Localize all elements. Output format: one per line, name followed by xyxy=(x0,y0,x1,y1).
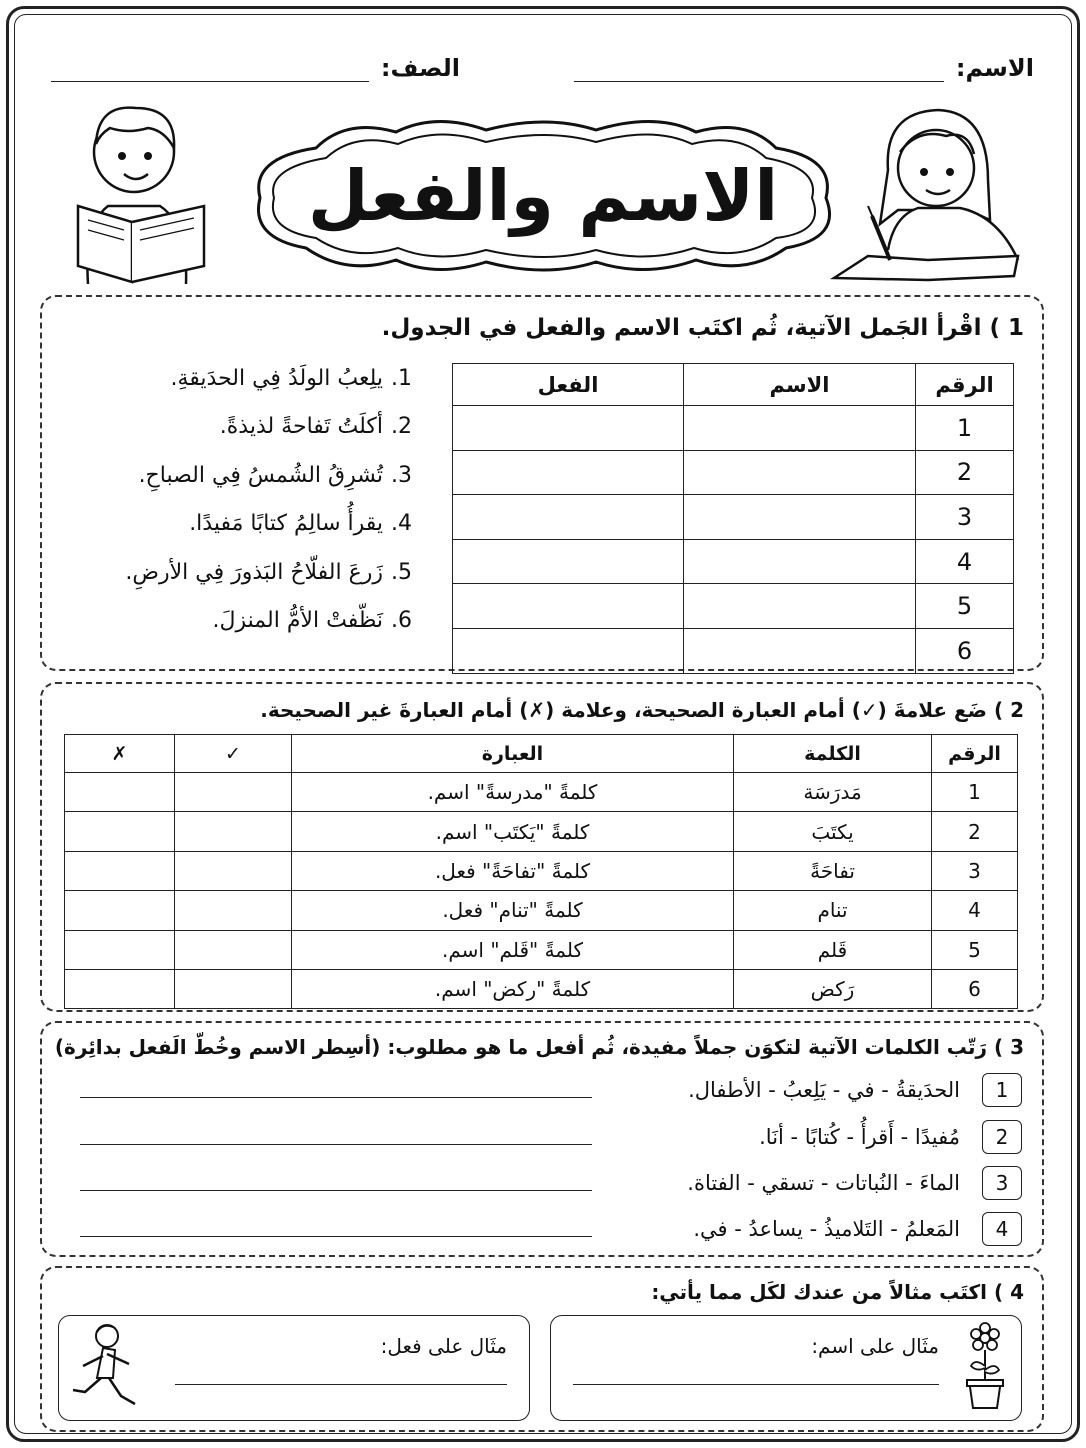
table-row xyxy=(453,539,1014,584)
table-row xyxy=(453,495,1014,540)
table-row xyxy=(453,406,1014,451)
table-header-row xyxy=(453,364,1014,406)
boy-reading-illustration xyxy=(48,94,214,290)
order-number-box: 3 xyxy=(982,1166,1022,1200)
row-number: 1 xyxy=(916,406,1014,451)
question-2-section xyxy=(40,682,1044,1012)
verb-answer-cell[interactable] xyxy=(453,539,684,584)
row-word: مَدرَسَة xyxy=(734,773,932,812)
verb-answer-cell[interactable] xyxy=(453,450,684,495)
header-verb: الفعل xyxy=(453,364,684,406)
sentence-number: 4. xyxy=(391,511,412,537)
correct-mark-cell[interactable] xyxy=(175,930,292,969)
sentence-item xyxy=(125,605,412,653)
order-item xyxy=(62,1166,1022,1200)
table-row xyxy=(65,930,1018,969)
true-false-table xyxy=(64,734,1018,1009)
row-number: 2 xyxy=(916,450,1014,495)
class-line[interactable] xyxy=(51,56,369,82)
order-item xyxy=(62,1120,1022,1154)
correct-mark-cell[interactable] xyxy=(175,773,292,812)
question-1-title: 1 ) اقْرأ الجَمل الآتية، ثُم اكتَب الاسم والفعل في الجدول. xyxy=(381,315,1024,341)
order-words: الماءَ - النُباتات - تسقي - الفتاة. xyxy=(687,1171,960,1195)
order-words: الحدَيقةُ - في - يَلِعبُ - الأطفال. xyxy=(688,1078,960,1102)
order-words: مُفيدًا - أَقرأُ - كُتابًا - أنَا. xyxy=(759,1125,960,1149)
question-4-title: 4 ) اكتَب مثالاً من عندك لكَل مما يأتي: xyxy=(651,1280,1024,1304)
noun-example-label: مثَال على اسم: xyxy=(811,1334,939,1358)
verb-answer-cell[interactable] xyxy=(453,495,684,540)
row-statement: كلمةً "قَلم" اسم. xyxy=(292,930,734,969)
header-num: الرقم xyxy=(916,364,1014,406)
student-name-field[interactable] xyxy=(574,54,1034,82)
order-answer-line[interactable] xyxy=(80,1097,592,1098)
order-number-box: 2 xyxy=(982,1120,1022,1154)
row-number: 2 xyxy=(932,812,1018,851)
verb-answer-cell[interactable] xyxy=(453,406,684,451)
sentence-text: يقرأُ سالِمُ كتابًا مَفيدًا. xyxy=(189,511,383,537)
sentence-item xyxy=(125,557,412,605)
order-item xyxy=(62,1073,1022,1107)
sentence-text: يلِعبُ الولَدُ فِي الحدَيقةِ. xyxy=(170,366,383,391)
header-correct-mark: ✓ xyxy=(175,735,292,773)
question-4-section xyxy=(40,1266,1044,1432)
row-statement: كلمةً "يَكتَب" اسم. xyxy=(292,812,734,851)
order-answer-line[interactable] xyxy=(80,1190,592,1191)
question-3-section xyxy=(40,1021,1044,1257)
wrong-mark-cell[interactable] xyxy=(65,773,175,812)
verb-example-label: مثَال على فعل: xyxy=(380,1334,507,1358)
table-row xyxy=(453,450,1014,495)
question-1-section xyxy=(40,295,1044,671)
row-statement: كلمةً "تفاحَةً" فعل. xyxy=(292,851,734,890)
correct-mark-cell[interactable] xyxy=(175,891,292,930)
order-number-box: 4 xyxy=(982,1212,1022,1246)
name-answer-cell[interactable] xyxy=(684,539,916,584)
flower-icon xyxy=(963,1322,1007,1412)
sentence-text: تُشرِقُ الشُمسُ فِي الصباحِ. xyxy=(138,462,383,488)
row-number: 4 xyxy=(932,891,1018,930)
sentence-item xyxy=(125,460,412,508)
table-row xyxy=(65,851,1018,890)
name-answer-cell[interactable] xyxy=(684,628,916,673)
name-answer-cell[interactable] xyxy=(684,450,916,495)
row-number: 1 xyxy=(932,773,1018,812)
verb-example-box xyxy=(58,1315,530,1421)
table-row xyxy=(65,891,1018,930)
name-label: الاسم: xyxy=(955,54,1034,82)
sentence-item xyxy=(125,411,412,459)
wrong-mark-cell[interactable] xyxy=(65,812,175,851)
wrong-mark-cell[interactable] xyxy=(65,851,175,890)
header-wrong-mark: ✗ xyxy=(65,735,175,773)
order-item xyxy=(62,1212,1022,1246)
header-statement: العبارة xyxy=(292,735,734,773)
row-word: يكتَبَ xyxy=(734,812,932,851)
row-word: تفاحَةً xyxy=(734,851,932,890)
order-number-box: 1 xyxy=(982,1073,1022,1107)
sentence-number: 2. xyxy=(391,414,412,440)
order-answer-line[interactable] xyxy=(80,1144,592,1145)
table-row xyxy=(65,812,1018,851)
page-title: الاسم والفعل xyxy=(307,155,779,237)
row-statement: كلمةً "تنام" فعل. xyxy=(292,891,734,930)
row-number: 5 xyxy=(932,930,1018,969)
correct-mark-cell[interactable] xyxy=(175,812,292,851)
verb-answer-cell[interactable] xyxy=(453,584,684,629)
noun-example-box xyxy=(550,1315,1022,1421)
name-answer-cell[interactable] xyxy=(684,584,916,629)
name-answer-cell[interactable] xyxy=(684,495,916,540)
name-verb-table xyxy=(452,363,1014,674)
student-class-field[interactable] xyxy=(51,54,460,82)
wrong-mark-cell[interactable] xyxy=(65,930,175,969)
row-word: تنام xyxy=(734,891,932,930)
wrong-mark-cell[interactable] xyxy=(65,969,175,1008)
question-1-sentences xyxy=(125,363,412,653)
sentence-number: 3. xyxy=(391,462,412,488)
wrong-mark-cell[interactable] xyxy=(65,891,175,930)
sentence-item xyxy=(125,363,412,411)
noun-example-line[interactable] xyxy=(573,1384,939,1385)
header-name: الاسم xyxy=(684,364,916,406)
row-word: قَلم xyxy=(734,930,932,969)
sentence-number: 1. xyxy=(391,366,412,391)
table-row xyxy=(65,773,1018,812)
verb-example-line[interactable] xyxy=(175,1384,507,1385)
sentence-text: نَظّفتْ الأمُّ المنزلَ. xyxy=(212,607,383,633)
girl-writing-illustration xyxy=(828,100,1028,284)
header-word: الكلمة xyxy=(734,735,932,773)
sentence-number: 5. xyxy=(391,559,412,585)
row-number: 6 xyxy=(916,628,1014,673)
order-answer-line[interactable] xyxy=(80,1236,592,1237)
running-boy-icon xyxy=(67,1320,143,1412)
table-row xyxy=(65,969,1018,1008)
header-num: الرقم xyxy=(932,735,1018,773)
correct-mark-cell[interactable] xyxy=(175,969,292,1008)
sentence-number: 6. xyxy=(391,607,412,633)
table-header-row xyxy=(65,735,1018,773)
row-statement: كلمةً "ركض" اسم. xyxy=(292,969,734,1008)
sentence-item xyxy=(125,508,412,556)
name-answer-cell[interactable] xyxy=(684,406,916,451)
sentence-text: أكلَتُ تَفاحةً لذيذةً. xyxy=(219,414,383,440)
table-row xyxy=(453,584,1014,629)
table-row xyxy=(453,628,1014,673)
row-number: 6 xyxy=(932,969,1018,1008)
row-word: رَكض xyxy=(734,969,932,1008)
correct-mark-cell[interactable] xyxy=(175,851,292,890)
question-2-title: 2 ) ضَع علامةَ (✓) أمام العبارة الصحيحة، وعلامة (✗) أمام العبارةَ غير الصحيحة. xyxy=(260,698,1024,722)
row-number: 3 xyxy=(932,851,1018,890)
row-number: 4 xyxy=(916,539,1014,584)
sentence-text: زَرعَ الفلّاحُ البَذورَ فِي الأرضِ. xyxy=(125,559,383,585)
verb-answer-cell[interactable] xyxy=(453,628,684,673)
order-words: المَعلمُ - التَلاميذُ - يساعدُ - في. xyxy=(693,1217,960,1241)
question-3-title: 3 ) رَتّب الكلمات الآتية لتكوَن جملاً مفيدة، ثُم أفعل ما هو مطلوب: (أسِطر الاسم وخُطّ الَفعل بدائِرة) xyxy=(54,1035,1024,1059)
row-statement: كلمةً "مدرسةً" اسم. xyxy=(292,773,734,812)
row-number: 3 xyxy=(916,495,1014,540)
class-label: الصف: xyxy=(380,54,460,82)
name-line[interactable] xyxy=(574,56,944,82)
row-number: 5 xyxy=(916,584,1014,629)
